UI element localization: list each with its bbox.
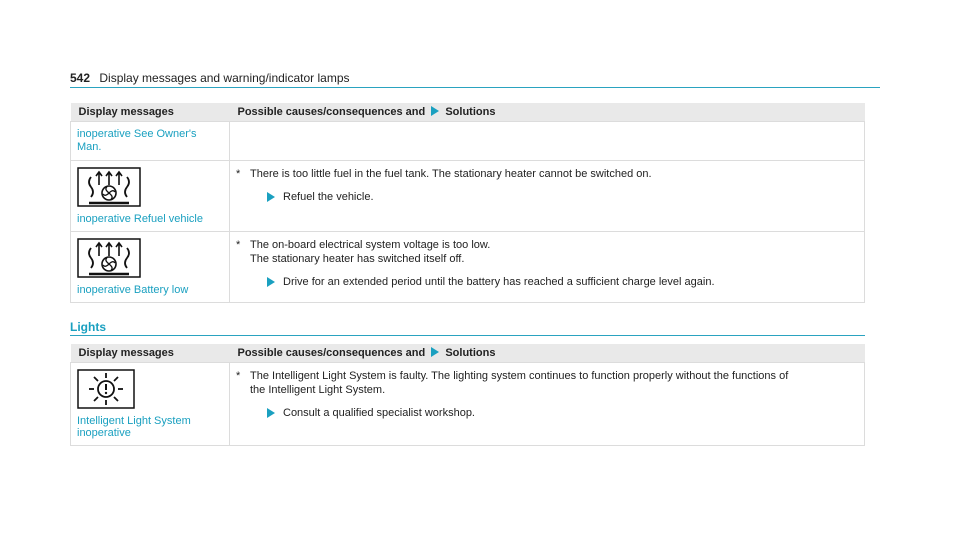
arrow-right-icon xyxy=(267,277,275,287)
action-item xyxy=(267,275,858,289)
cause-line: The on-board electrical system voltage is too low. xyxy=(250,239,491,251)
table-row xyxy=(71,363,865,446)
action-text: Refuel the vehicle. xyxy=(283,191,374,203)
col-causes-header xyxy=(230,344,865,363)
col-solutions-header-text: Solutions xyxy=(445,347,496,359)
cause-text xyxy=(250,238,490,266)
action-text: Consult a qualified specialist workshop. xyxy=(283,407,475,419)
table-header-row xyxy=(71,344,865,363)
cause-line: the Intelligent Light System. xyxy=(250,384,386,396)
table-row xyxy=(71,161,865,232)
light-warning-icon xyxy=(77,369,135,409)
arrow-right-icon xyxy=(267,408,275,418)
col-solutions-header-text: Solutions xyxy=(445,106,496,118)
cause-text: There is too little fuel in the fuel tank. The stationary heater cannot be switched on. xyxy=(250,168,652,180)
message-line: inoperative xyxy=(77,427,131,439)
message-cell xyxy=(71,363,230,446)
cause-item xyxy=(236,238,858,266)
display-message: inoperative Refuel vehicle xyxy=(77,213,203,225)
table-row xyxy=(71,122,865,161)
table-row xyxy=(71,232,865,303)
lights-messages-table xyxy=(70,344,865,446)
cause-item xyxy=(236,167,858,181)
display-message: inoperative Battery low xyxy=(77,284,189,296)
heater-fan-icon xyxy=(77,167,141,207)
cause-item xyxy=(236,369,858,397)
page-number: 542 xyxy=(70,71,91,85)
cause-line: The stationary heater has switched itself off. xyxy=(250,253,465,265)
display-message xyxy=(77,415,223,439)
message-line: Intelligent Light System xyxy=(77,415,191,427)
cause-cell xyxy=(230,232,865,303)
cause-text xyxy=(250,369,788,397)
page-header-title: Display messages and warning/indicator lamps xyxy=(99,71,350,85)
cause-cell xyxy=(230,161,865,232)
bullet-star: * xyxy=(236,168,241,180)
cause-line: The Intelligent Light System is faulty. The lighting system continues to function properly without the functions of xyxy=(250,370,789,382)
col-causes-header-text: Possible causes/consequences and xyxy=(237,106,426,118)
cause-cell xyxy=(230,122,865,161)
col-causes-header xyxy=(230,103,865,122)
arrow-right-icon xyxy=(431,347,439,357)
message-cell xyxy=(71,232,230,303)
col-display-messages-header: Display messages xyxy=(71,344,230,363)
display-messages-table xyxy=(70,103,865,303)
cause-cell xyxy=(230,363,865,446)
page-header xyxy=(70,71,880,88)
action-text: Drive for an extended period until the battery has reached a sufficient charge level again. xyxy=(283,276,715,288)
action-item xyxy=(267,190,858,204)
message-cell xyxy=(71,161,230,232)
bullet-star: * xyxy=(236,239,241,251)
col-causes-header-text: Possible causes/consequences and xyxy=(237,347,426,359)
bullet-star: * xyxy=(236,370,241,382)
col-display-messages-header: Display messages xyxy=(71,103,230,122)
arrow-right-icon xyxy=(267,192,275,202)
arrow-right-icon xyxy=(431,106,439,116)
table-header-row xyxy=(71,103,865,122)
display-message: inoperative See Owner's Man. xyxy=(71,122,230,161)
action-item xyxy=(267,406,858,420)
section-title-lights: Lights xyxy=(70,320,865,336)
heater-fan-icon xyxy=(77,238,141,278)
